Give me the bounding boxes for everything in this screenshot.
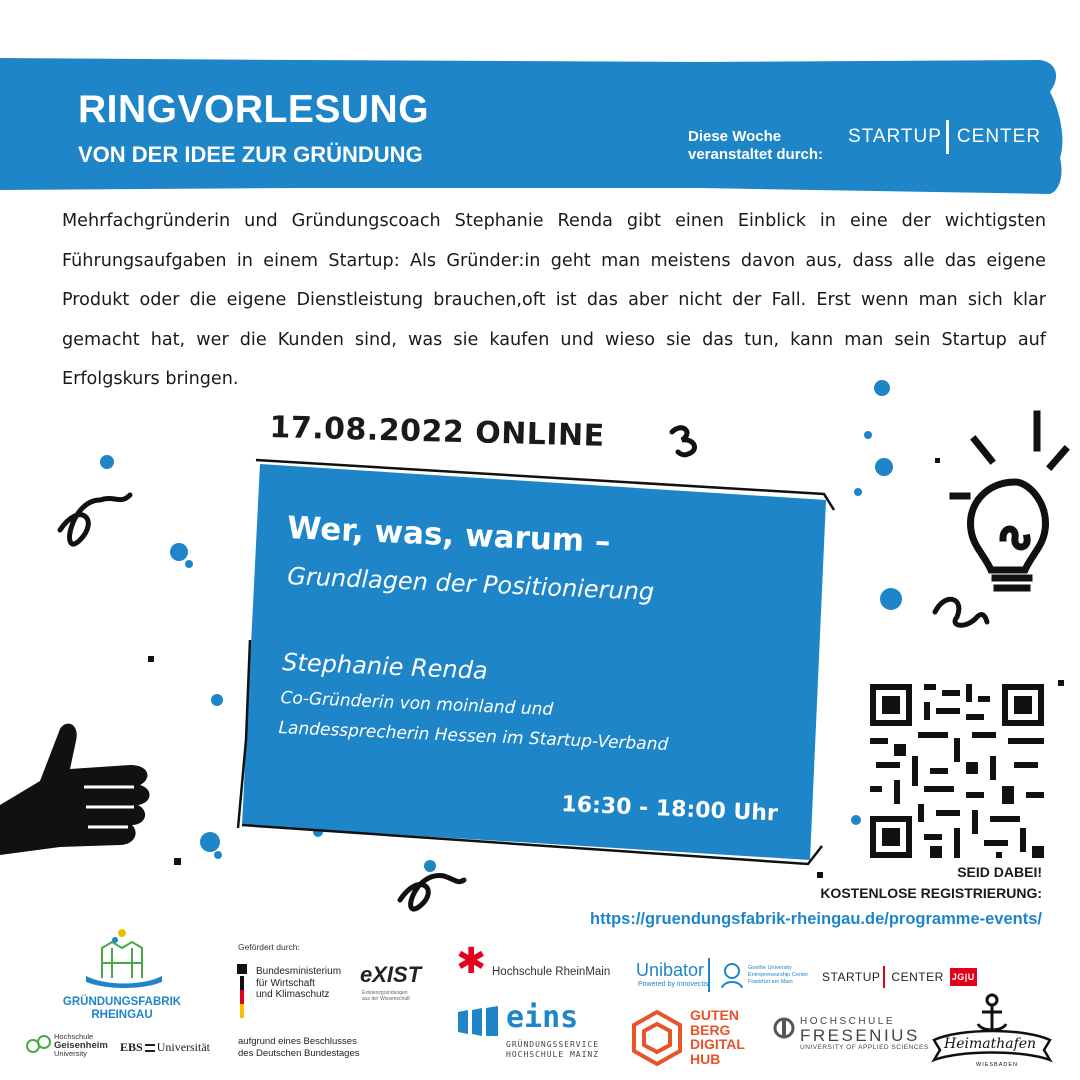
- rheinmain-logo: Hochschule RheinMain: [492, 966, 611, 978]
- unibator-subline: Powered by Innovectis: [638, 981, 709, 988]
- startup-center-logo: [848, 120, 1041, 154]
- bmwk-line1: Bundesministerium: [256, 966, 342, 977]
- gb-line1: GUTEN: [690, 1007, 739, 1023]
- heimathafen-logo: Heimathafen: [944, 1036, 1037, 1052]
- event-subtitle: Grundlagen der Positionierung: [286, 562, 655, 606]
- speaker-role-line1: Co-Gründerin von moinland und: [280, 688, 554, 720]
- event-description: Mehrfachgründerin und Gründungscoach Stephanie Renda gibt einen Einblick in eine der wichtigsten Führungsaufgaben in einem Startup: Als Gründer:in geht man meistens davon aus, dass alle das eigene Produkt oder die eigene Dienstleistung brauchen,oft ist das aber nicht der Fall. Erst wenn man sich klar gemacht hat, wer die Kunden sind, was sie kaufen und wieso sie das tun, kann man sein Startup auf Erfolgskurs bringen.: [62, 211, 1046, 389]
- fresenius-line2: FRESENIUS: [800, 1026, 920, 1045]
- page-subtitle: VON DER IDEE ZUR GRÜNDUNG: [78, 142, 423, 167]
- exist-sub1: Existenzgründungen: [362, 990, 408, 996]
- goethe-portrait-icon: [720, 962, 744, 988]
- gruendungsfabrik-logo-icon: [84, 928, 164, 990]
- thumbs-up-icon: [0, 715, 160, 865]
- goethe-line1: Goethe University: [748, 965, 792, 971]
- speaker-role-line2: Landessprecherin Hessen im Startup-Verband: [278, 718, 669, 755]
- startup-center-logo-right: CENTER: [956, 126, 1042, 147]
- goethe-line2: Entrepreneurship Center: [748, 971, 809, 978]
- ebs-mark: EBS: [120, 1040, 143, 1054]
- event-title: Wer, was, warum –: [286, 510, 612, 561]
- gutenberg-hub-logo: [690, 1008, 745, 1066]
- german-eagle-flag-icon: [236, 964, 248, 1022]
- ebs-bars-icon: [145, 1044, 155, 1052]
- bmwk-logo: [256, 966, 341, 1001]
- eins-sub1: GRÜNDUNGSSERVICE: [506, 1040, 600, 1049]
- ebs-logo: [120, 1040, 210, 1055]
- geisenheim-line2: Geisenheim: [54, 1039, 108, 1051]
- funded-by-label: Gefördert durch:: [238, 942, 300, 952]
- gf-line2: RHEINGAU: [91, 1009, 153, 1021]
- startup-center-logo-left: STARTUP: [848, 126, 942, 147]
- cta-line2: KOSTENLOSE REGISTRIERUNG:: [820, 885, 1042, 901]
- page-title: RINGVORLESUNG: [78, 88, 430, 131]
- eins-subline: [506, 1040, 599, 1060]
- geisenheim-logo-icon: [24, 1032, 54, 1056]
- decision-line1: aufgrund eines Beschlusses: [238, 1036, 357, 1047]
- hosted-by-line1: Diese Woche: [688, 128, 782, 145]
- eins-logo: eins: [506, 1000, 579, 1035]
- geisenheim-logo: [54, 1033, 108, 1059]
- hosted-by-line2: veranstaltet durch:: [688, 146, 824, 163]
- eins-logo-icon: [458, 1006, 504, 1036]
- bundestag-decision: [238, 1036, 359, 1060]
- fresenius-logo-icon: [772, 1016, 796, 1040]
- eins-sub2: HOCHSCHULE MAINZ: [506, 1050, 600, 1059]
- heimathafen-subline: WIESBADEN: [976, 1062, 1019, 1068]
- gb-line4: HUB: [690, 1050, 721, 1067]
- gb-line2: BERG: [690, 1021, 731, 1038]
- unibator-logo: Unibator: [636, 960, 705, 980]
- gf-line1: GRÜNDUNGSFABRIK: [62, 996, 182, 1008]
- goethe-logo: [748, 965, 808, 985]
- qr-code[interactable]: [870, 684, 1044, 858]
- cta-line1: SEID DABEI!: [957, 864, 1042, 880]
- sc-divider: [883, 966, 885, 988]
- fresenius-line1: HOCHSCHULE: [800, 1016, 896, 1027]
- fresenius-logo: [800, 1016, 929, 1051]
- geisenheim-line3: University: [54, 1049, 87, 1058]
- unibator-divider: [708, 958, 710, 992]
- speaker-name: Stephanie Renda: [281, 648, 489, 685]
- rheinmain-star-icon: ✱: [456, 941, 487, 982]
- goethe-line3: Frankfurt am Main: [748, 978, 793, 985]
- startup-center-logo-divider: [946, 120, 949, 154]
- bmwk-line3: und Klimaschutz: [256, 989, 330, 1000]
- ebs-uni: Universität: [156, 1040, 211, 1054]
- gruendungsfabrik-logo: [62, 996, 182, 1022]
- exist-sub2: aus der Wissenschaft: [362, 996, 410, 1002]
- heimathafen-logo-icon: [930, 992, 1054, 1072]
- exist-subline: [362, 990, 410, 1002]
- registration-cta: [820, 862, 1042, 904]
- geisenheim-line1: Hochschule: [54, 1032, 94, 1041]
- event-time: 16:30 - 18:00 Uhr: [560, 792, 779, 827]
- jgu-badge: JG|U: [950, 968, 977, 986]
- registration-link[interactable]: https://gruendungsfabrik-rheingau.de/programme-events/: [590, 910, 1042, 928]
- gutenberg-hub-icon: [632, 1010, 682, 1066]
- startup-center-jgu-logo: [822, 966, 977, 988]
- event-date: 17.08.2022 ONLINE: [269, 410, 606, 454]
- gb-line3: DIGITAL: [690, 1036, 745, 1052]
- exist-logo: eXIST: [360, 962, 422, 987]
- hosted-by-label: [688, 128, 823, 164]
- lightbulb-icon: [945, 410, 1075, 600]
- sc-left: STARTUP: [822, 970, 881, 984]
- bmwk-line2: für Wirtschaft: [256, 977, 315, 989]
- sc-right: CENTER: [891, 970, 944, 984]
- decision-line2: des Deutschen Bundestages: [238, 1048, 360, 1059]
- fresenius-line3: UNIVERSITY OF APPLIED SCIENCES: [800, 1044, 929, 1051]
